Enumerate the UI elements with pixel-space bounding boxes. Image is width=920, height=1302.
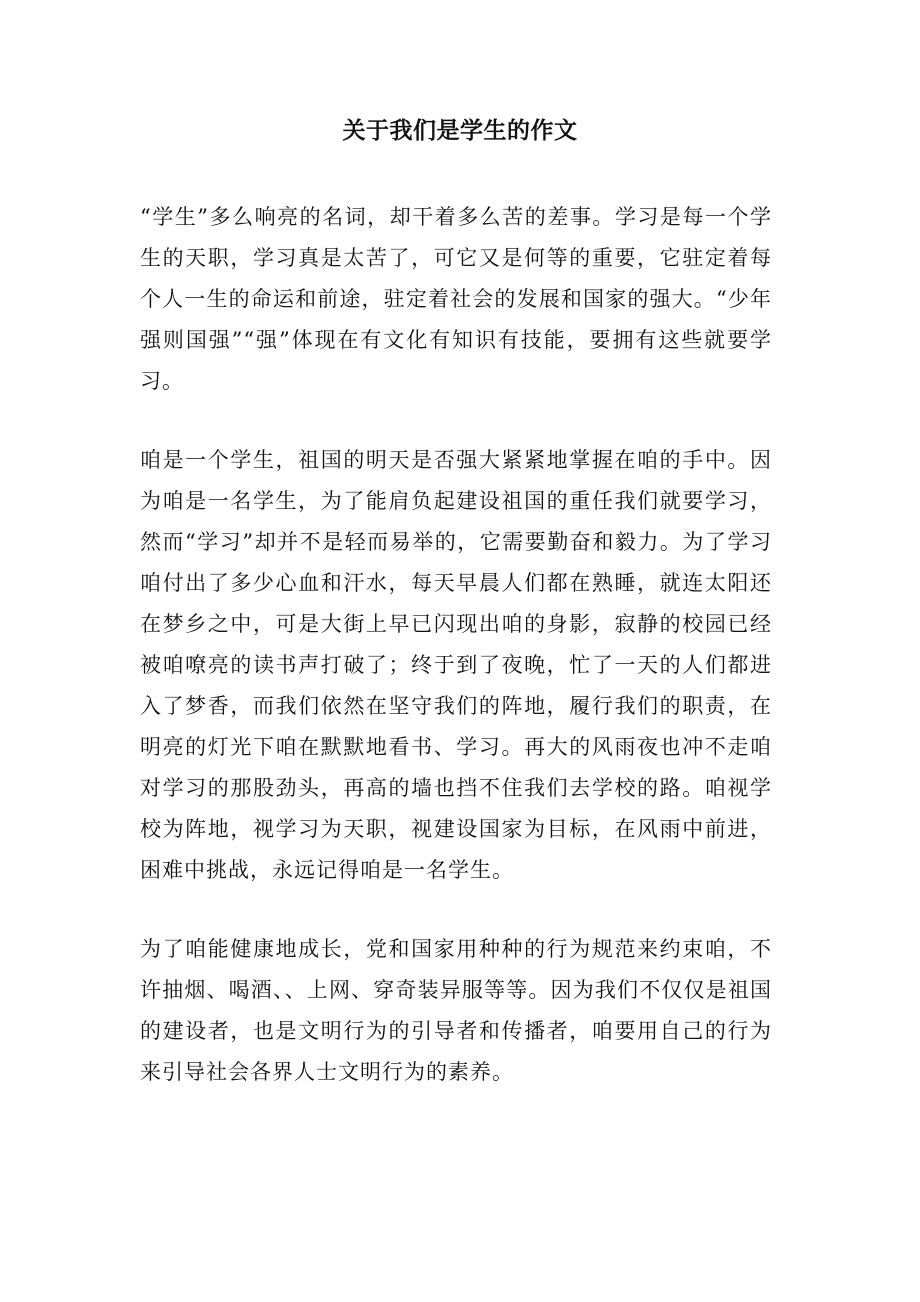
document-body	[140, 197, 772, 1131]
document-title: 关于我们是学生的作文	[342, 117, 578, 144]
paragraph-2: 咱是一个学生，祖国的明天是否强大紧紧地掌握在咱的手中。因为咱是一名学生，为了能肩负起建设祖国的重任我们就要学习，然而“学习”却并不是轻而易举的，它需要勤奋和毅力。为了学习咱付出了多少心血和汗水，每天早晨人们都在熟睡，就连太阳还在梦乡之中，可是大街上早已闪现出咱的身影，寂静的校园已经被咱嘹亮的读书声打破了；终于到了夜晚，忙了一天的人们都进入了梦香，而我们依然在坚守我们的阵地，履行我们的职责，在明亮的灯光下咱在默默地看书、学习。再大的风雨夜也冲不走咱对学习的那股劲头，再高的墙也挡不住我们去学校的路。咱视学校为阵地，视学习为天职，视建设国家为目标，在风雨中前进，困难中挑战，永远记得咱是一名学生。	[140, 448, 772, 882]
paragraph-3: 为了咱能健康地成长，党和国家用种种的行为规范来约束咱，不许抽烟、喝酒、、上网、穿奇装异服等等。因为我们不仅仅是祖国的建设者，也是文明行为的引导者和传播者，咱要用自己的行为来引导社会各界人士文明行为的素养。	[140, 937, 772, 1084]
paragraph-1: “学生”多么响亮的名词，却干着多么苦的差事。学习是每一个学生的天职，学习真是太苦了，可它又是何等的重要，它驻定着每个人一生的命运和前途，驻定着社会的发展和国家的强大。“少年强则国强”“强”体现在有文化有知识有技能，要拥有这些就要学习。	[140, 205, 772, 393]
